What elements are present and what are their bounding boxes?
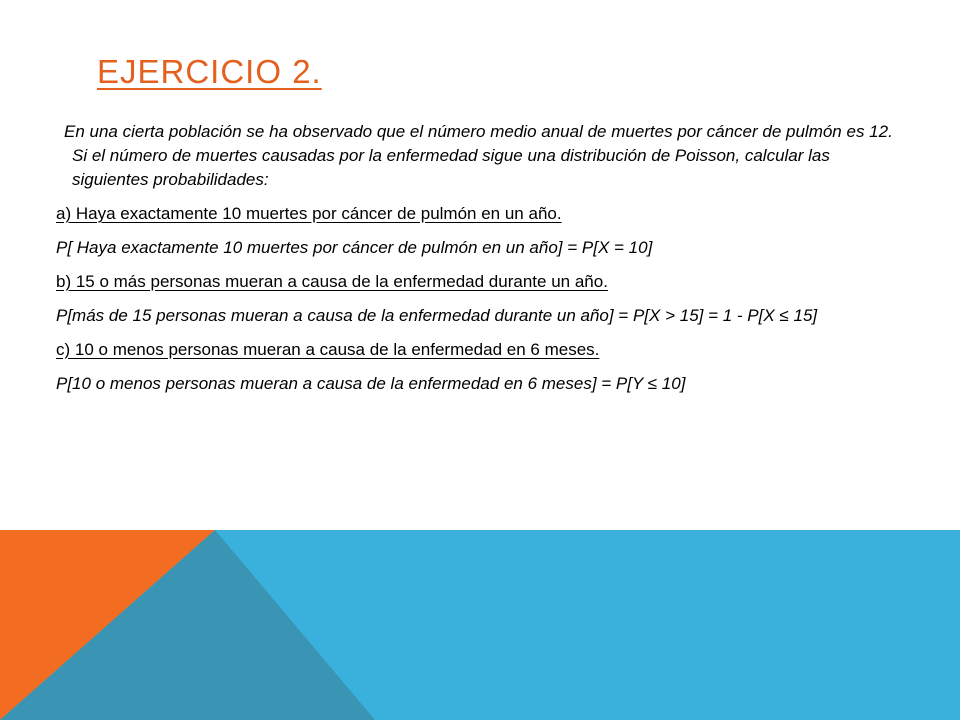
answer-a	[56, 236, 904, 260]
answer-c	[56, 372, 904, 396]
problem-statement	[56, 120, 904, 192]
question-a	[56, 202, 904, 226]
question-a-text: a) Haya exactamente 10 muertes por cáncer de pulmón en un año.	[56, 204, 562, 223]
answer-b-text: P[más de 15 personas mueran a causa de la enfermedad durante un año] = P[X > 15] = 1 - P[X ≤ 15]	[56, 306, 818, 325]
answer-a-text: P[ Haya exactamente 10 muertes por cáncer de pulmón en un año] = P[X = 10]	[56, 238, 653, 257]
question-b	[56, 270, 904, 294]
question-c	[56, 338, 904, 362]
decorative-footer-shapes	[0, 530, 960, 720]
question-b-text: b) 15 o más personas mueran a causa de la enfermedad durante un año.	[56, 272, 608, 291]
problem-statement-text: En una cierta población se ha observado que el número medio anual de muertes por cáncer de pulmón es 12. Si el número de muertes causadas por la enfermedad sigue una distribución de Poisson, calcular las siguientes probabilidades:	[64, 122, 893, 189]
question-c-text: c) 10 o menos personas mueran a causa de la enfermedad en 6 meses.	[56, 340, 600, 359]
answer-b	[56, 304, 904, 328]
slide-body	[56, 120, 904, 406]
slide-title: EJERCICIO 2.	[97, 53, 322, 90]
answer-c-text: P[10 o menos personas mueran a causa de la enfermedad en 6 meses] = P[Y ≤ 10]	[56, 374, 686, 393]
